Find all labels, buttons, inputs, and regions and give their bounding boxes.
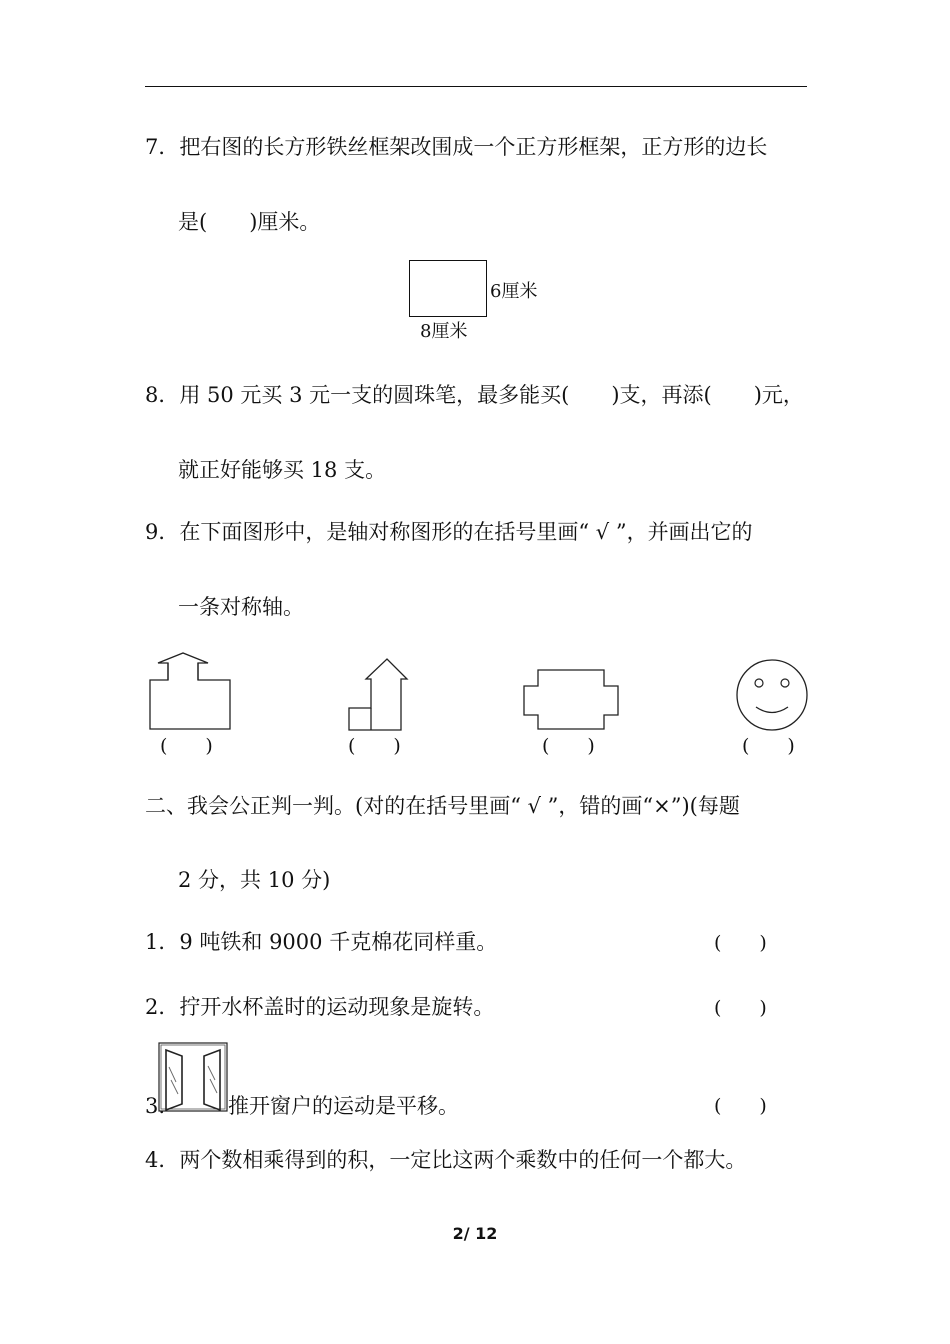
- judge-paren-2[interactable]: ( ): [714, 997, 767, 1019]
- header-rule: [145, 86, 807, 87]
- judge-item-1: 1．9 吨铁和 9000 千克棉花同样重。: [145, 930, 498, 954]
- rect-height-label: 6厘米: [490, 281, 538, 302]
- section2-heading-line2: 2 分，共 10 分): [178, 868, 331, 892]
- smiley-face-icon: [730, 655, 814, 739]
- answer-paren-1[interactable]: ( ): [160, 735, 213, 757]
- judge-item-3-num: 3.: [145, 1094, 166, 1118]
- judge-item-3: 推开窗户的运动是平移。: [228, 1094, 459, 1118]
- judge-paren-3[interactable]: ( ): [714, 1095, 767, 1117]
- judge-item-4: 4．两个数相乘得到的积，一定比这两个乘数中的任何一个都大。: [145, 1148, 747, 1172]
- q8-line2: 就正好能够买 18 支。: [178, 458, 387, 482]
- q8-line1: 8．用 50 元买 3 元一支的圆珠笔，最多能买( )支，再添( )元，: [145, 383, 804, 407]
- rect-width-label: 8厘米: [420, 321, 468, 342]
- rectangle-frame-figure: [409, 260, 487, 317]
- q9-line2: 一条对称轴。: [178, 595, 304, 619]
- answer-paren-2[interactable]: ( ): [348, 735, 401, 757]
- window-icon: [158, 1042, 230, 1114]
- answer-paren-3[interactable]: ( ): [542, 735, 595, 757]
- cross-shape-icon: [518, 660, 628, 735]
- q9-line1: 9．在下面图形中，是轴对称图形的在括号里画“ √ ”，并画出它的: [145, 520, 753, 544]
- q7-line2: 是( )厘米。: [178, 210, 321, 234]
- bent-arrow-icon: [340, 652, 420, 737]
- judge-paren-1[interactable]: ( ): [714, 932, 767, 954]
- q7-line1: 7．把右图的长方形铁丝框架改围成一个正方形框架，正方形的边长: [145, 135, 768, 159]
- answer-paren-4[interactable]: ( ): [742, 735, 795, 757]
- judge-item-2: 2．拧开水杯盖时的运动现象是旋转。: [145, 995, 495, 1019]
- arrow-house-icon: [140, 645, 240, 735]
- section2-heading-line1: 二、我会公正判一判。(对的在括号里画“ √ ”，错的画“×”)(每题: [145, 794, 740, 818]
- page-number: 2/ 12: [452, 1224, 498, 1243]
